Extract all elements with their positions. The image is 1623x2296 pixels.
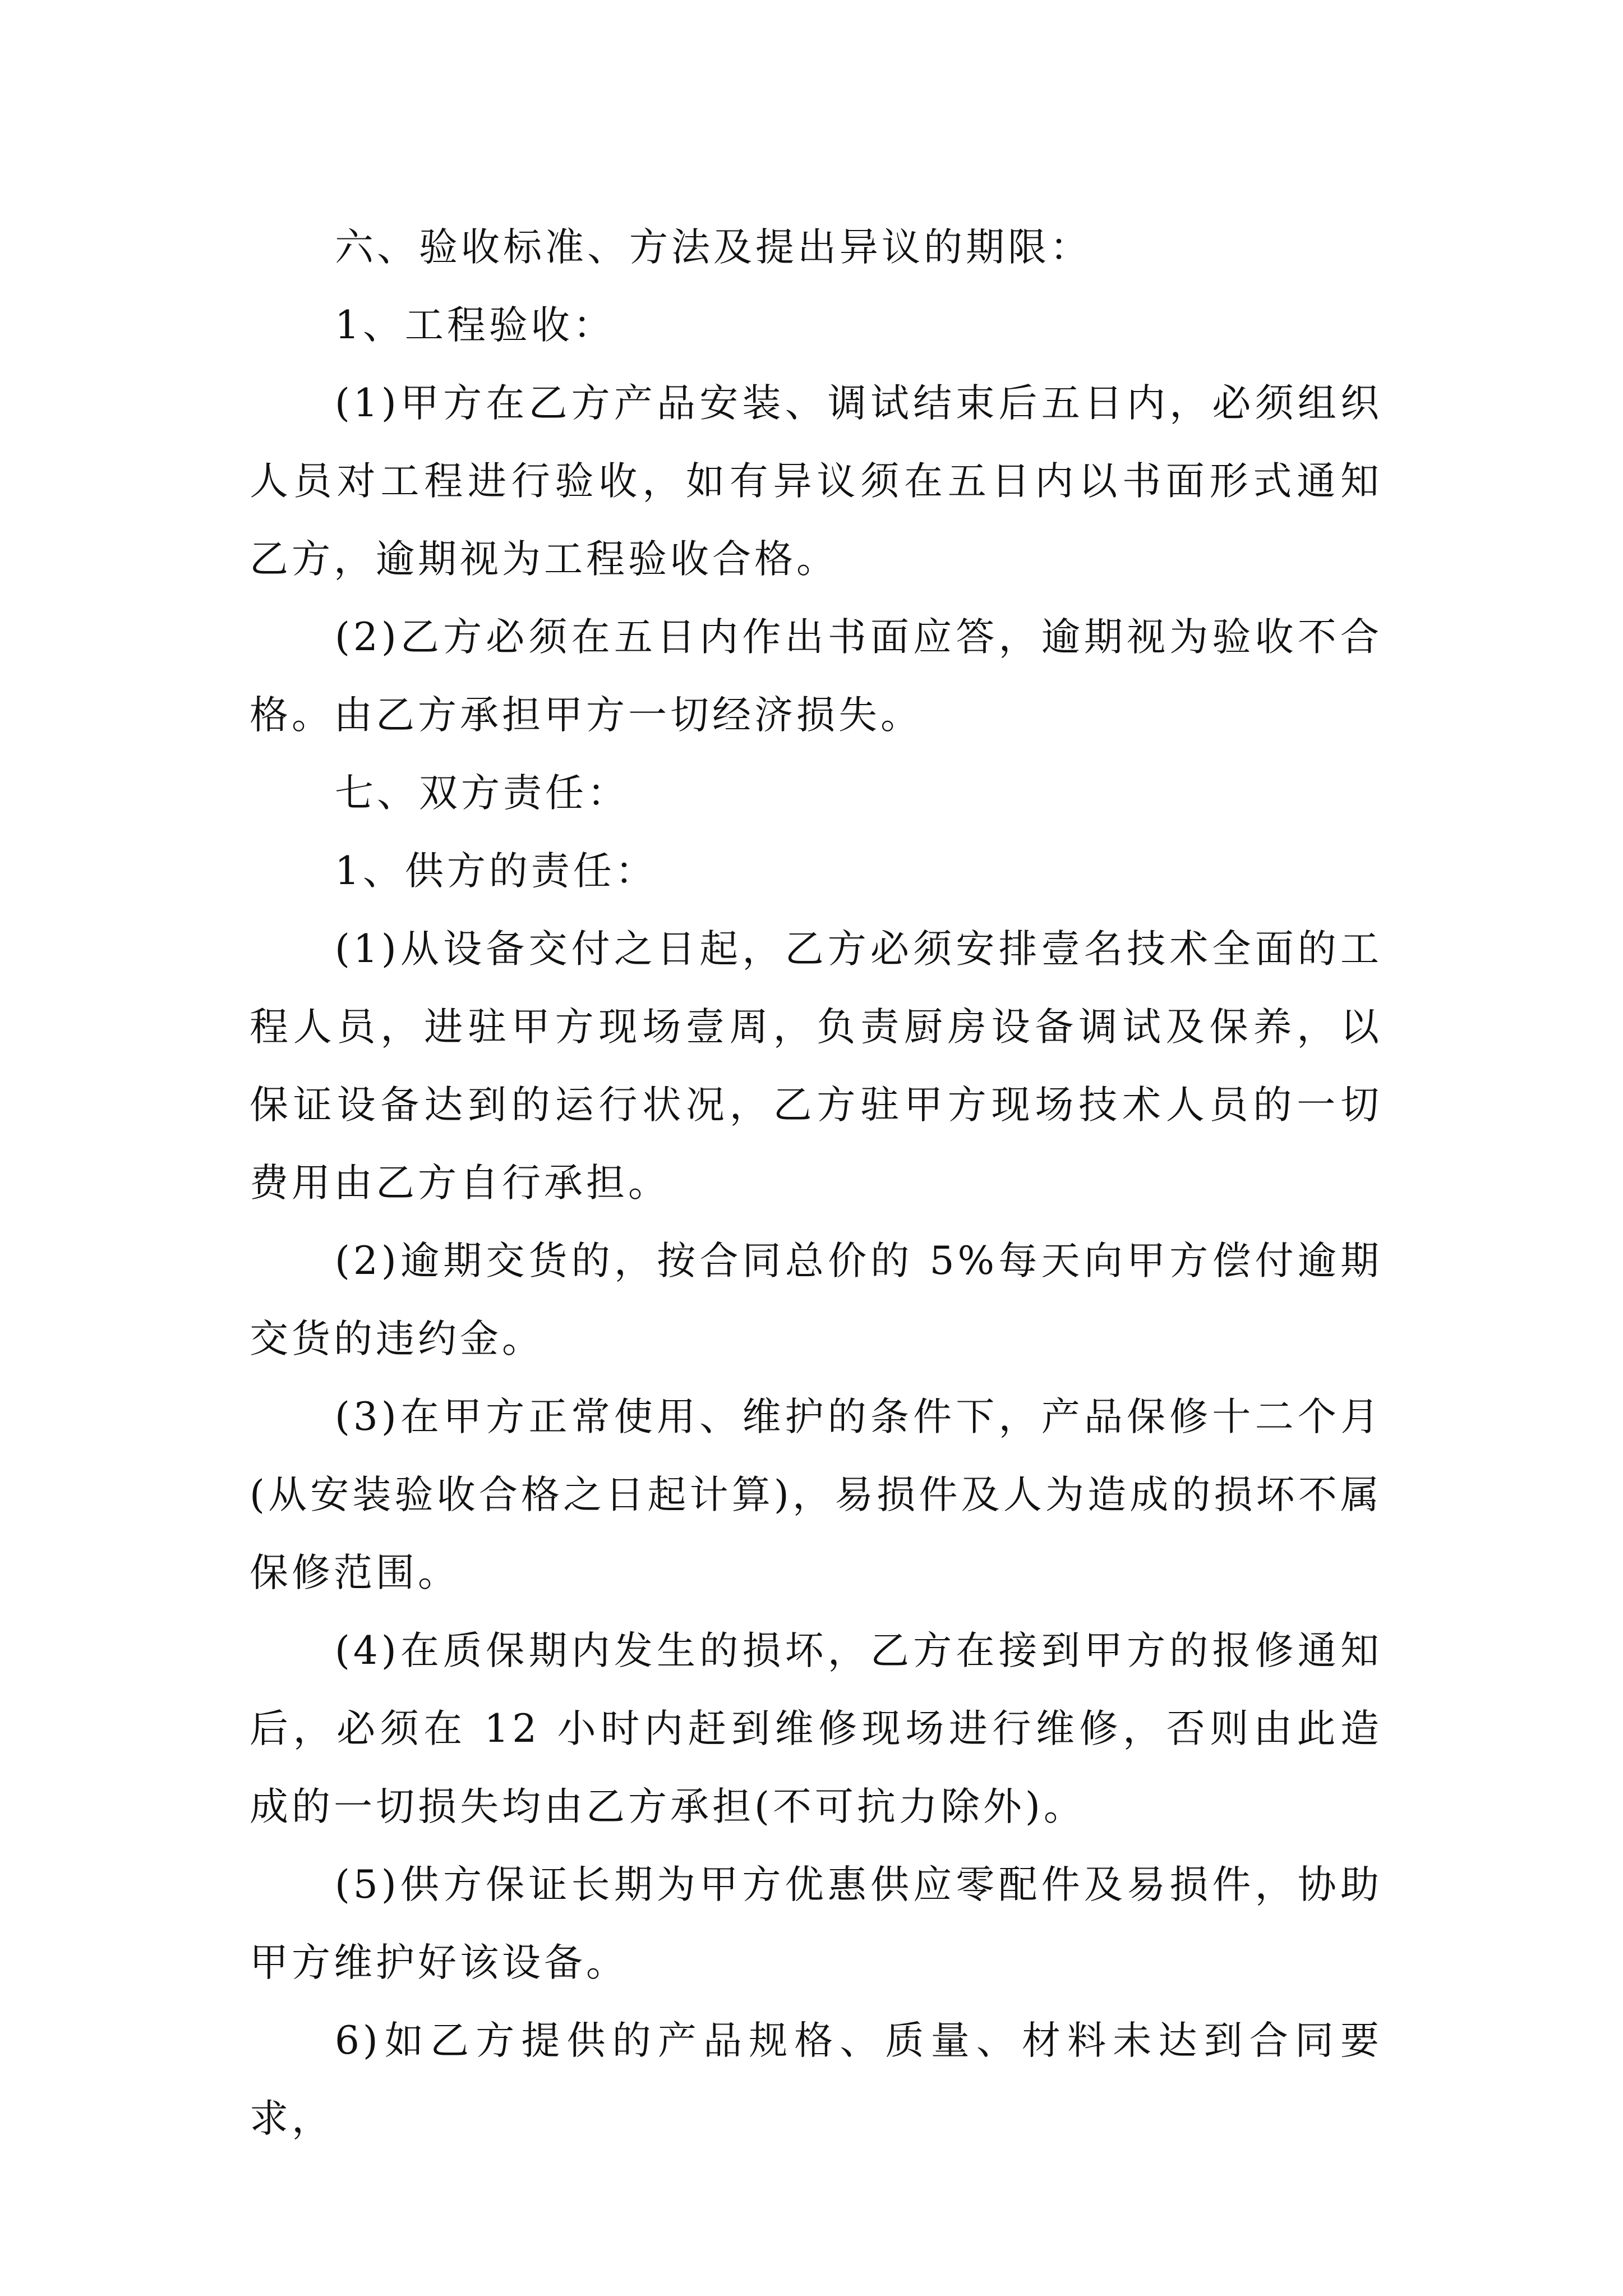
clause-responsibility-3: (3)在甲方正常使用、维护的条件下，产品保修十二个月(从安装验收合格之日起计算)，易损件及人为造成的损坏不属保修范围。 [250,1395,1382,1595]
document-body [250,209,1382,2158]
subheading-supplier-responsibilities: 1、供方的责任： [335,849,657,894]
clause-responsibility-5: (5)供方保证长期为甲方优惠供应零配件及易损件，协助甲方维护好该设备。 [250,1862,1382,1985]
clause-acceptance-2: (2)乙方必须在五日内作出书面应答，逾期视为验收不合格。由乙方承担甲方一切经济损失。 [250,615,1382,738]
clause-responsibility-2: (2)逾期交货的，按合同总价的 5%每天向甲方偿付逾期交货的违约金。 [250,1239,1382,1361]
clause-acceptance-1: (1)甲方在乙方产品安装、调试结束后五日内，必须组织人员对工程进行验收，如有异议须在五日内以书面形式通知乙方，逾期视为工程验收合格。 [250,381,1382,582]
clause-responsibility-1: (1)从设备交付之日起，乙方必须安排壹名技术全面的工程人员，进驻甲方现场壹周，负责厨房设备调试及保养，以保证设备达到的运行状况，乙方驻甲方现场技术人员的一切费用由乙方自行承担。 [250,927,1382,1205]
section-heading-acceptance: 六、验收标准、方法及提出异议的期限： [335,225,1092,270]
clause-responsibility-4: (4)在质保期内发生的损坏，乙方在接到甲方的报修通知后，必须在 12 小时内赶到维修现场进行维修，否则由此造成的一切损失均由乙方承担(不可抗力除外)。 [250,1628,1382,1829]
clause-responsibility-6: 6)如乙方提供的产品规格、质量、材料未达到合同要求， [250,2018,1382,2141]
section-heading-responsibilities: 七、双方责任： [335,771,629,816]
subheading-project-acceptance: 1、工程验收： [335,303,615,348]
